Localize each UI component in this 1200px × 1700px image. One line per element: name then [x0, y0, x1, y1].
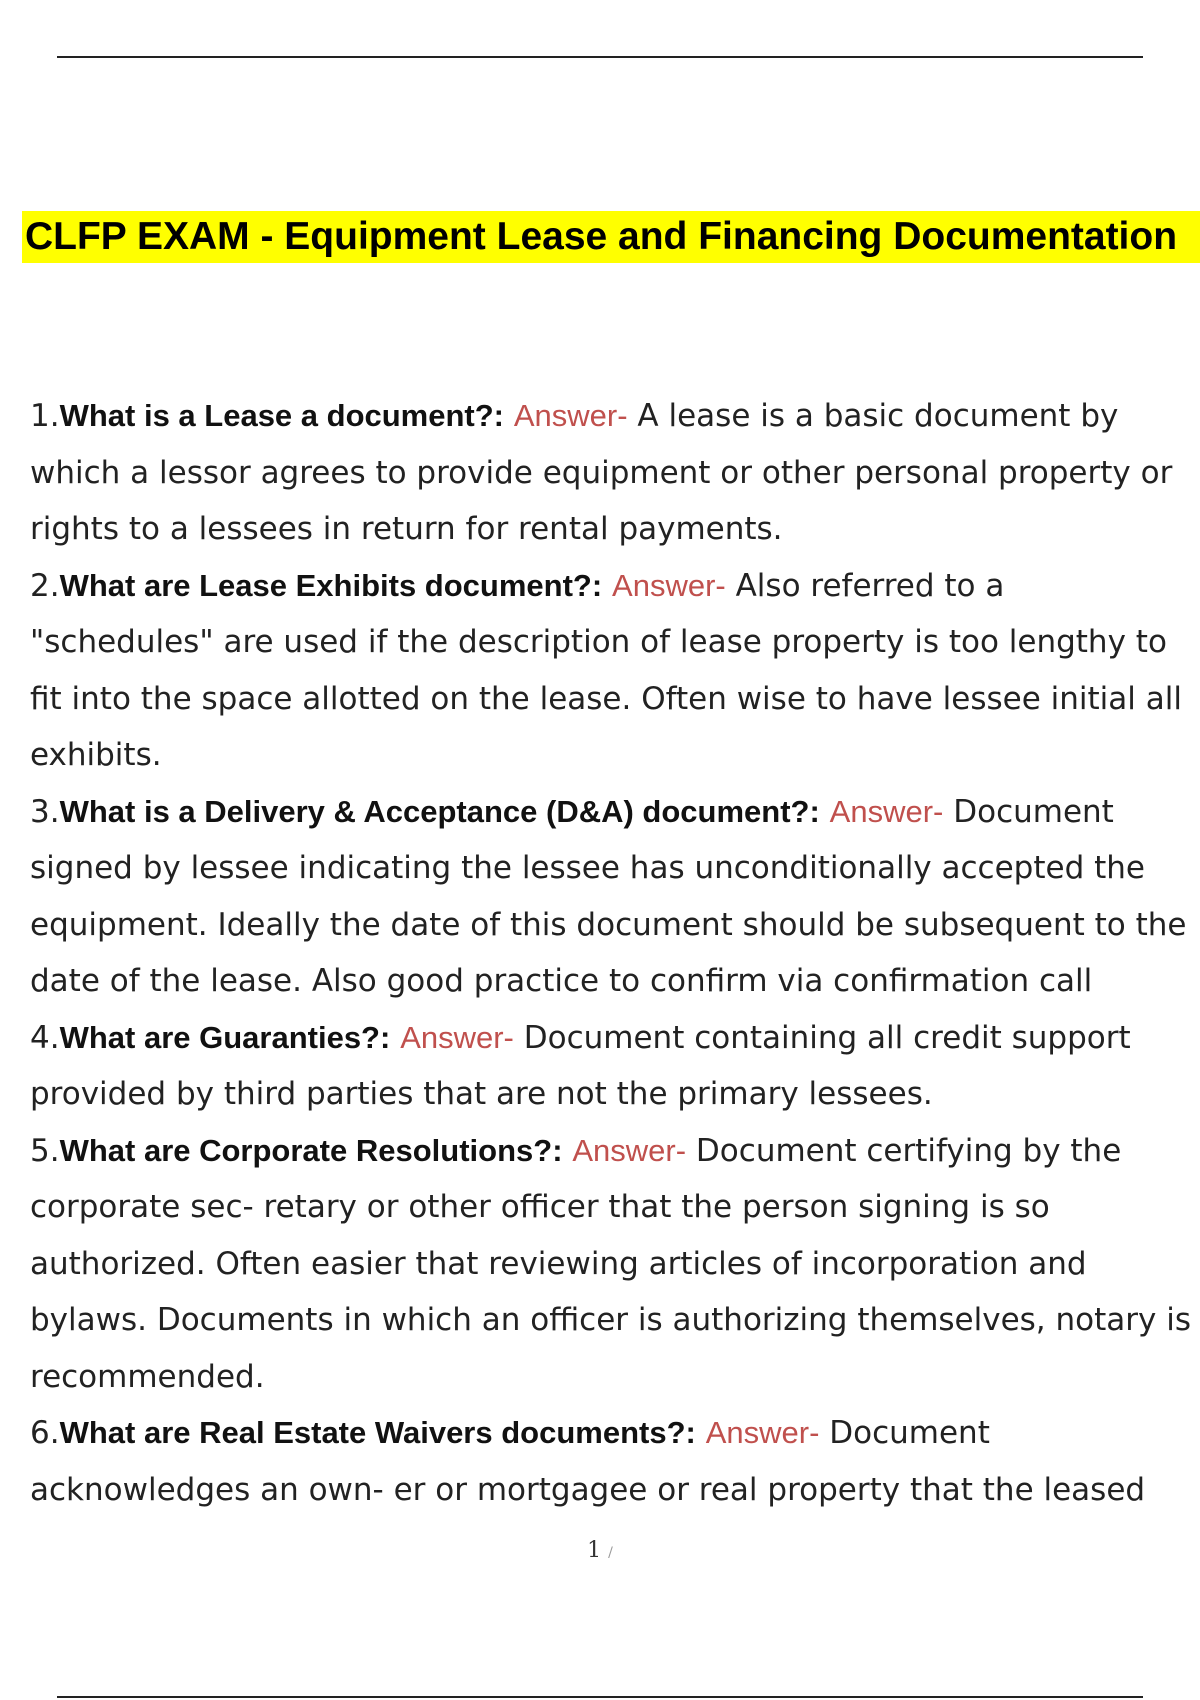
document-title: CLFP EXAM - Equipment Lease and Financing Documentation	[25, 215, 1178, 258]
qa-answer: Also referred to a "schedules" are used if the description of lease property is too lengthy to fit into the space allotted on the lease. Often wise to have lessee initial all exhibits.	[30, 567, 1182, 773]
title-highlight	[22, 211, 1200, 263]
answer-label: Answer-	[705, 1415, 820, 1450]
qa-answer: A lease is a basic document by which a lessor agrees to provide equipment or other personal property or rights to a lessees in return for rental payments.	[30, 398, 1173, 547]
qa-item-4	[30, 1010, 1196, 1123]
qa-question: What is a Lease a document?:	[59, 398, 505, 433]
qa-number: 1.	[30, 398, 60, 434]
qa-question: What are Guaranties?:	[59, 1019, 391, 1055]
page-number	[0, 1538, 1200, 1563]
qa-item-1	[30, 388, 1196, 558]
answer-label: Answer-	[572, 1132, 687, 1168]
qa-question: What is a Delivery & Acceptance (D&A) document?:	[59, 793, 820, 829]
answer-label: Answer-	[513, 398, 628, 433]
qa-number: 4.	[30, 1019, 60, 1056]
qa-item-5	[30, 1123, 1196, 1406]
bottom-rule	[57, 1696, 1143, 1698]
qa-number: 5.	[30, 1132, 60, 1169]
qa-question: What are Lease Exhibits document?:	[59, 567, 603, 603]
qa-answer: Document containing all credit support provided by third parties that are not the primary lessees.	[30, 1019, 1131, 1112]
qa-item-2	[30, 558, 1196, 784]
qa-number: 2.	[30, 567, 60, 604]
qa-number: 6.	[30, 1415, 60, 1451]
qa-item-6	[30, 1405, 1196, 1518]
top-rule	[57, 56, 1143, 58]
answer-label: Answer-	[829, 793, 944, 829]
qa-answer: Document signed by lessee indicating the lessee has unconditionally accepted the equipment. Ideally the date of this document should be subsequent to the date of the lease. Also good practice to confirm via confirmation call	[30, 793, 1187, 999]
qa-question: What are Real Estate Waivers documents?:	[59, 1415, 696, 1450]
qa-answer: Document certifying by the corporate sec- retary or other officer that the person signing is so authorized. Often easier that reviewing articles of incorporation and bylaws. Documents in which an officer is authorizing themselves, notary is recommended.	[30, 1132, 1191, 1395]
answer-label: Answer-	[612, 567, 726, 603]
answer-label: Answer-	[400, 1019, 514, 1055]
qa-question: What are Corporate Resolutions?:	[59, 1132, 563, 1168]
qa-answer: Document acknowledges an own- er or mortgagee or real property that the leased	[30, 1415, 1146, 1508]
page-separator: /	[608, 1545, 613, 1561]
qa-item-3	[30, 784, 1196, 1010]
question-answer-list	[30, 388, 1196, 1518]
page-number-value: 1	[587, 1538, 602, 1563]
qa-number: 3.	[30, 793, 60, 830]
